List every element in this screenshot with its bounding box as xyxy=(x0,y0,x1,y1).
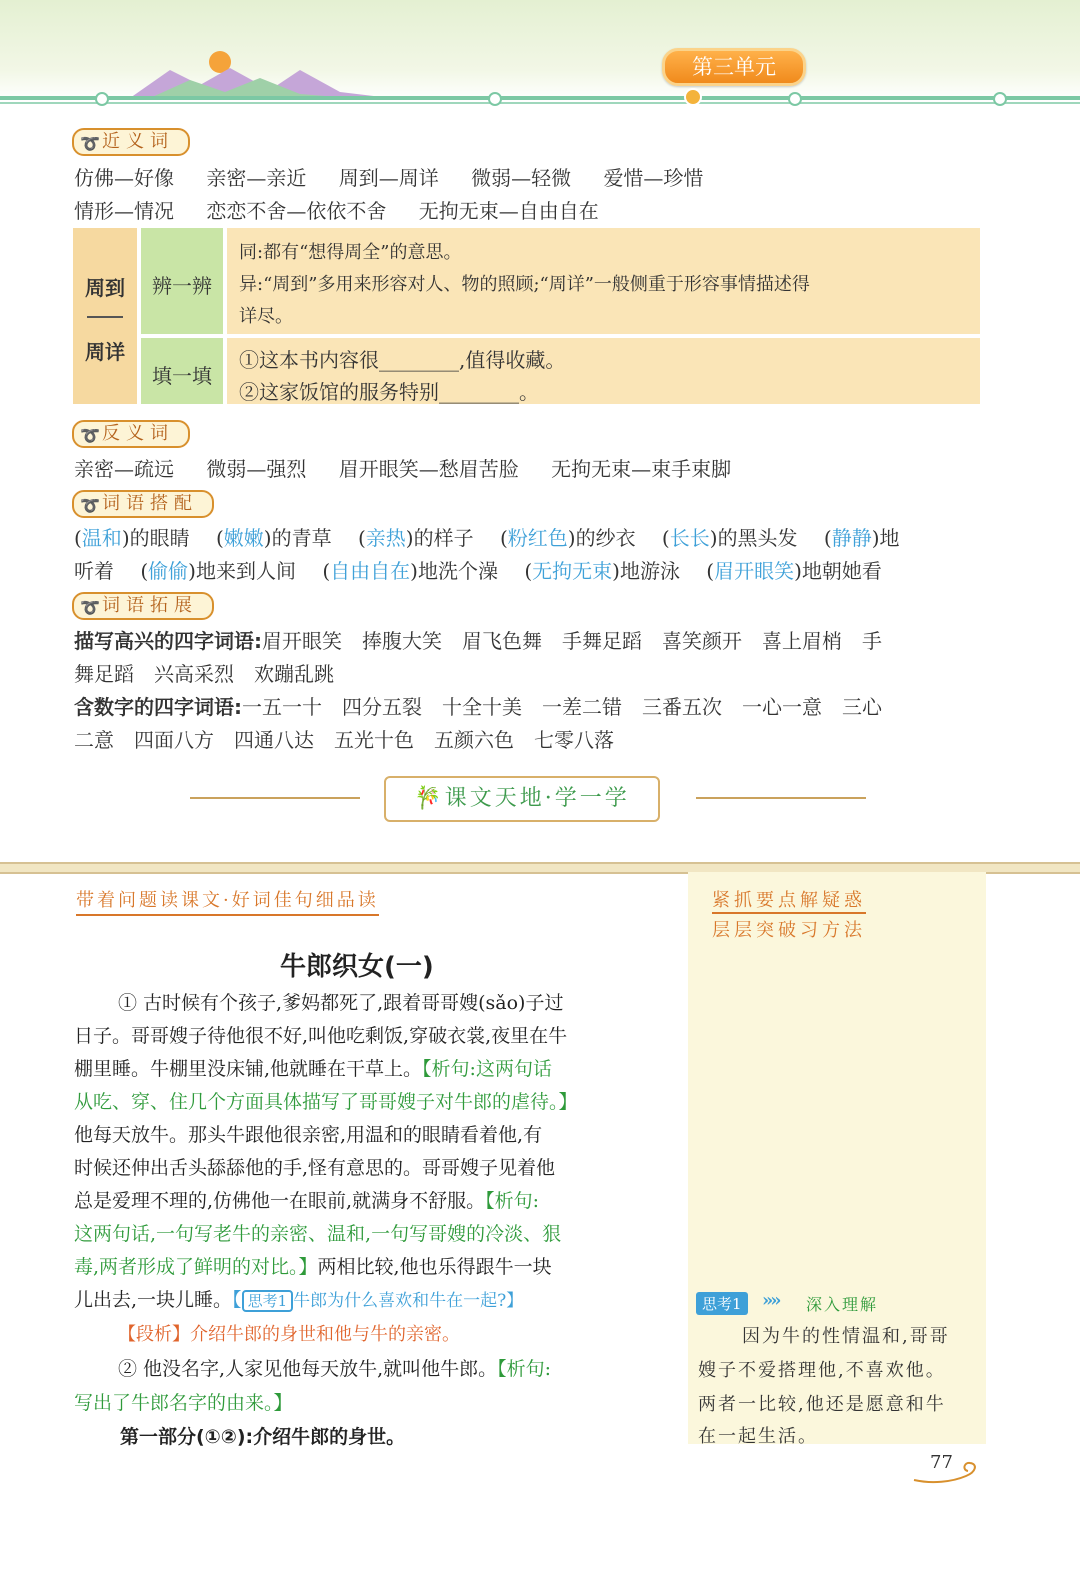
fill-cell xyxy=(141,338,223,404)
collocation-word: 无拘无束 xyxy=(532,559,613,583)
antonym-pair: 无拘无束—束手束脚 xyxy=(551,457,732,481)
sidebar-think-tag: 思考1 xyxy=(696,1292,748,1315)
text-line: 日子。哥哥嫂子待他很不好,叫他吃剩饭,穿破衣裳,夜里在牛 xyxy=(74,1025,568,1047)
synonym-pair: 恋恋不舍—依依不舍 xyxy=(206,199,387,223)
rule-bead xyxy=(788,92,802,106)
happy-words-line-2: 舞足蹈 兴高采烈 欢蹦乱跳 xyxy=(74,662,334,686)
collocation-rest: 的样子 xyxy=(413,526,474,550)
answer-line: 在一起生活。 xyxy=(698,1426,818,1447)
header-rule-thin xyxy=(0,102,1080,104)
text-line: ① 古时候有个孩子,爹妈都死了,跟着哥哥嫂(sǎo)子过 xyxy=(118,992,564,1014)
distinguish-label: 辨一辨 xyxy=(152,274,212,298)
analysis-note: 从吃、穿、住几个方面具体描写了哥哥嫂子对牛郎的虐待。】 xyxy=(74,1091,578,1113)
synonym-pair: 爱惜—珍惜 xyxy=(603,166,704,190)
synonym-pair: 情形—情况 xyxy=(74,199,174,223)
text-line: 时候还伸出舌头舔舔他的手,怪有意思的。哥哥嫂子见着他 xyxy=(74,1157,556,1179)
distinguish-content xyxy=(227,228,980,334)
panel-heading-2: 层层突破习方法 xyxy=(712,920,866,941)
compared-word-1: 周到 xyxy=(85,276,125,300)
synonyms-tag-label: 近义词 xyxy=(102,131,174,152)
text-line xyxy=(74,1054,552,1081)
expansion-tag xyxy=(72,592,214,620)
text-line xyxy=(118,1354,551,1381)
text-line: 儿出去,一块儿睡。【 思考1 牛郎为什么喜欢和牛在一起?】 xyxy=(74,1289,524,1311)
synonym-pair: 微弱—轻微 xyxy=(471,166,572,190)
collocation-rest: 地洗个澡 xyxy=(417,559,498,583)
text-line xyxy=(74,1186,539,1213)
same-meaning: 同:都有“想得周全”的意思。 xyxy=(239,242,462,263)
collocation-word: 嫩嫩 xyxy=(223,526,264,550)
reading-heading: 带着问题读课文·好词佳句细品读 xyxy=(76,886,379,916)
answer-line: 嫂子不爱搭理他,不喜欢他。 xyxy=(698,1360,946,1381)
text-line xyxy=(74,1252,552,1279)
unit-label: 第三单元 xyxy=(662,48,806,86)
synonyms-row-1 xyxy=(74,162,729,191)
collocation-tag-label: 词语搭配 xyxy=(102,493,198,514)
part-summary: 第一部分(①②):介绍牛郎的身世。 xyxy=(120,1426,406,1448)
fill-blank-1: ①这本书内容很________,值得收藏。 xyxy=(239,348,566,372)
collocation-word: 静静 xyxy=(831,526,872,550)
analysis-note: 【析句: xyxy=(485,1190,539,1212)
answer-line: 因为牛的性情温和,哥哥 xyxy=(742,1326,950,1347)
antonym-pair: 亲密—疏远 xyxy=(74,457,174,481)
analysis-note: 毒,两者形成了鲜明的对比。】 xyxy=(74,1256,318,1278)
panel-heading-1: 紧抓要点解疑惑 xyxy=(712,886,866,914)
fill-label: 填一填 xyxy=(152,364,212,388)
synonym-pair: 周到—周详 xyxy=(338,166,439,190)
swirl-icon: ➰ xyxy=(80,426,100,445)
text-span: ② 他没名字,人家见他每天放牛,就叫他牛郎。 xyxy=(118,1358,498,1380)
collocation-rest: 的青草 xyxy=(271,526,332,550)
collocation-word: 偷偷 xyxy=(148,559,189,583)
collocation-word: 眉开眼笑 xyxy=(714,559,795,583)
compared-word-2: 周详 xyxy=(85,340,125,364)
mountain-illustration xyxy=(130,40,390,100)
compared-words xyxy=(73,228,137,404)
header-rule xyxy=(0,96,1080,100)
synonym-pair: 无拘无束—自由自在 xyxy=(418,199,599,223)
happy-words-line-1 xyxy=(74,625,882,654)
chevron-right-icon: »» xyxy=(762,1290,779,1311)
collocation-rest: 听着 xyxy=(74,559,114,583)
paragraph-analysis: 【段析】介绍牛郎的身世和他与牛的亲密。 xyxy=(118,1324,460,1345)
collocation-line-2: 听着 (偷偷)地来到人间 (自由自在)地洗个澡 (无拘无束)地游泳 (眉开眼笑)地朝她看 xyxy=(74,559,882,583)
antonyms-row xyxy=(74,453,757,482)
expansion-tag-label: 词语拓展 xyxy=(102,595,198,616)
fill-blank-2: ②这家饭馆的服务特别________。 xyxy=(239,380,539,404)
antonym-pair: 微弱—强烈 xyxy=(206,457,307,481)
bamboo-icon: 🎋 xyxy=(414,786,445,811)
page-header xyxy=(0,0,1080,100)
distinguish-cell xyxy=(141,228,223,334)
think-question: 牛郎为什么喜欢和牛在一起?】 xyxy=(293,1291,524,1311)
analysis-note: 这两句话,一句写老牛的亲密、温和,一句写哥嫂的冷淡、狠 xyxy=(74,1223,562,1245)
collocation-word: 自由自在 xyxy=(330,559,411,583)
think-tag: 思考1 xyxy=(242,1290,294,1312)
banner-text: 课文天地·学一学 xyxy=(444,786,630,811)
number-words-label: 含数字的四字词语: xyxy=(74,695,242,719)
analysis-note: 【析句:这两句话 xyxy=(422,1058,552,1080)
number-words: 一五一十 四分五裂 十全十美 一差二错 三番五次 一心一意 三心 xyxy=(242,695,882,719)
analysis-note: 【析句: xyxy=(497,1358,552,1380)
synonym-pair: 仿佛—好像 xyxy=(74,166,174,190)
lesson-title: 牛郎织女(一) xyxy=(280,952,434,982)
collocation-rest: 地朝她看 xyxy=(801,559,882,583)
antonyms-tag-label: 反义词 xyxy=(102,423,174,444)
swirl-icon: ➰ xyxy=(80,598,100,617)
collocation-line-1: (温和)的眼睛 (嫩嫩)的青草 (亲热)的样子 (粉红色)的纱衣 (长长)的黑头发 (静静)地 xyxy=(74,526,900,550)
synonym-pair: 亲密—亲近 xyxy=(206,166,307,190)
banner-rule-left xyxy=(190,797,360,799)
collocation-word: 温和 xyxy=(81,526,122,550)
page-swirl-icon xyxy=(912,1458,984,1486)
collocation-tag xyxy=(72,490,214,518)
difference-line: 异:“周到”多用来形容对人、物的照顾;“周详”一般侧重于形容事情描述得 xyxy=(239,274,810,295)
collocation-rest: 的眼睛 xyxy=(129,526,190,550)
antonym-pair: 眉开眼笑—愁眉苦脸 xyxy=(338,457,519,481)
rule-bead xyxy=(95,92,109,106)
banner-rule-right xyxy=(696,797,866,799)
answer-line: 两者一比较,他还是愿意和牛 xyxy=(698,1394,946,1415)
page-number: 77 xyxy=(930,1452,953,1473)
collocation-rest: 地 xyxy=(879,526,900,550)
collocation-rest: 的黑头发 xyxy=(717,526,798,550)
collocation-rest: 地游泳 xyxy=(619,559,680,583)
difference-line: 详尽。 xyxy=(239,306,293,327)
section-banner xyxy=(384,776,660,822)
collocation-word: 长长 xyxy=(669,526,710,550)
word-comparison-box xyxy=(73,228,980,404)
text-line: 他每天放牛。那头牛跟他很亲密,用温和的眼睛看着他,有 xyxy=(74,1124,543,1146)
text-span: 儿出去,一块儿睡。 xyxy=(74,1289,233,1311)
rule-bead xyxy=(993,92,1007,106)
unit-bead xyxy=(684,88,702,106)
text-span: 总是爱理不理的,仿佛他一在眼前,就满身不舒服。 xyxy=(74,1190,486,1212)
rule-bead xyxy=(488,92,502,106)
collocation-rest: 地来到人间 xyxy=(195,559,296,583)
synonyms-tag xyxy=(72,128,190,156)
antonyms-tag xyxy=(72,420,190,448)
number-words-line-2: 二意 四面八方 四通八达 五光十色 五颜六色 七零八落 xyxy=(74,728,614,752)
sidebar-think-label: 深入理解 xyxy=(806,1295,879,1314)
collocation-word: 粉红色 xyxy=(507,526,568,550)
collocation-word: 亲热 xyxy=(365,526,406,550)
number-words-line-1 xyxy=(74,691,882,720)
fill-content xyxy=(227,338,980,404)
text-span: 两相比较,他也乐得跟牛一块 xyxy=(317,1256,552,1278)
swirl-icon: ➰ xyxy=(80,496,100,515)
word-divider xyxy=(87,316,123,318)
swirl-icon: ➰ xyxy=(80,134,100,153)
synonyms-row-2 xyxy=(74,195,625,224)
collocation-rest: 的纱衣 xyxy=(575,526,636,550)
happy-words-label: 描写高兴的四字词语: xyxy=(74,629,262,653)
analysis-note: 写出了牛郎名字的由来。】 xyxy=(74,1392,293,1414)
text-span: 棚里睡。牛棚里没床铺,他就睡在干草上。 xyxy=(74,1058,423,1080)
happy-words: 眉开眼笑 捧腹大笑 眉飞色舞 手舞足蹈 喜笑颜开 喜上眉梢 手 xyxy=(262,629,882,653)
